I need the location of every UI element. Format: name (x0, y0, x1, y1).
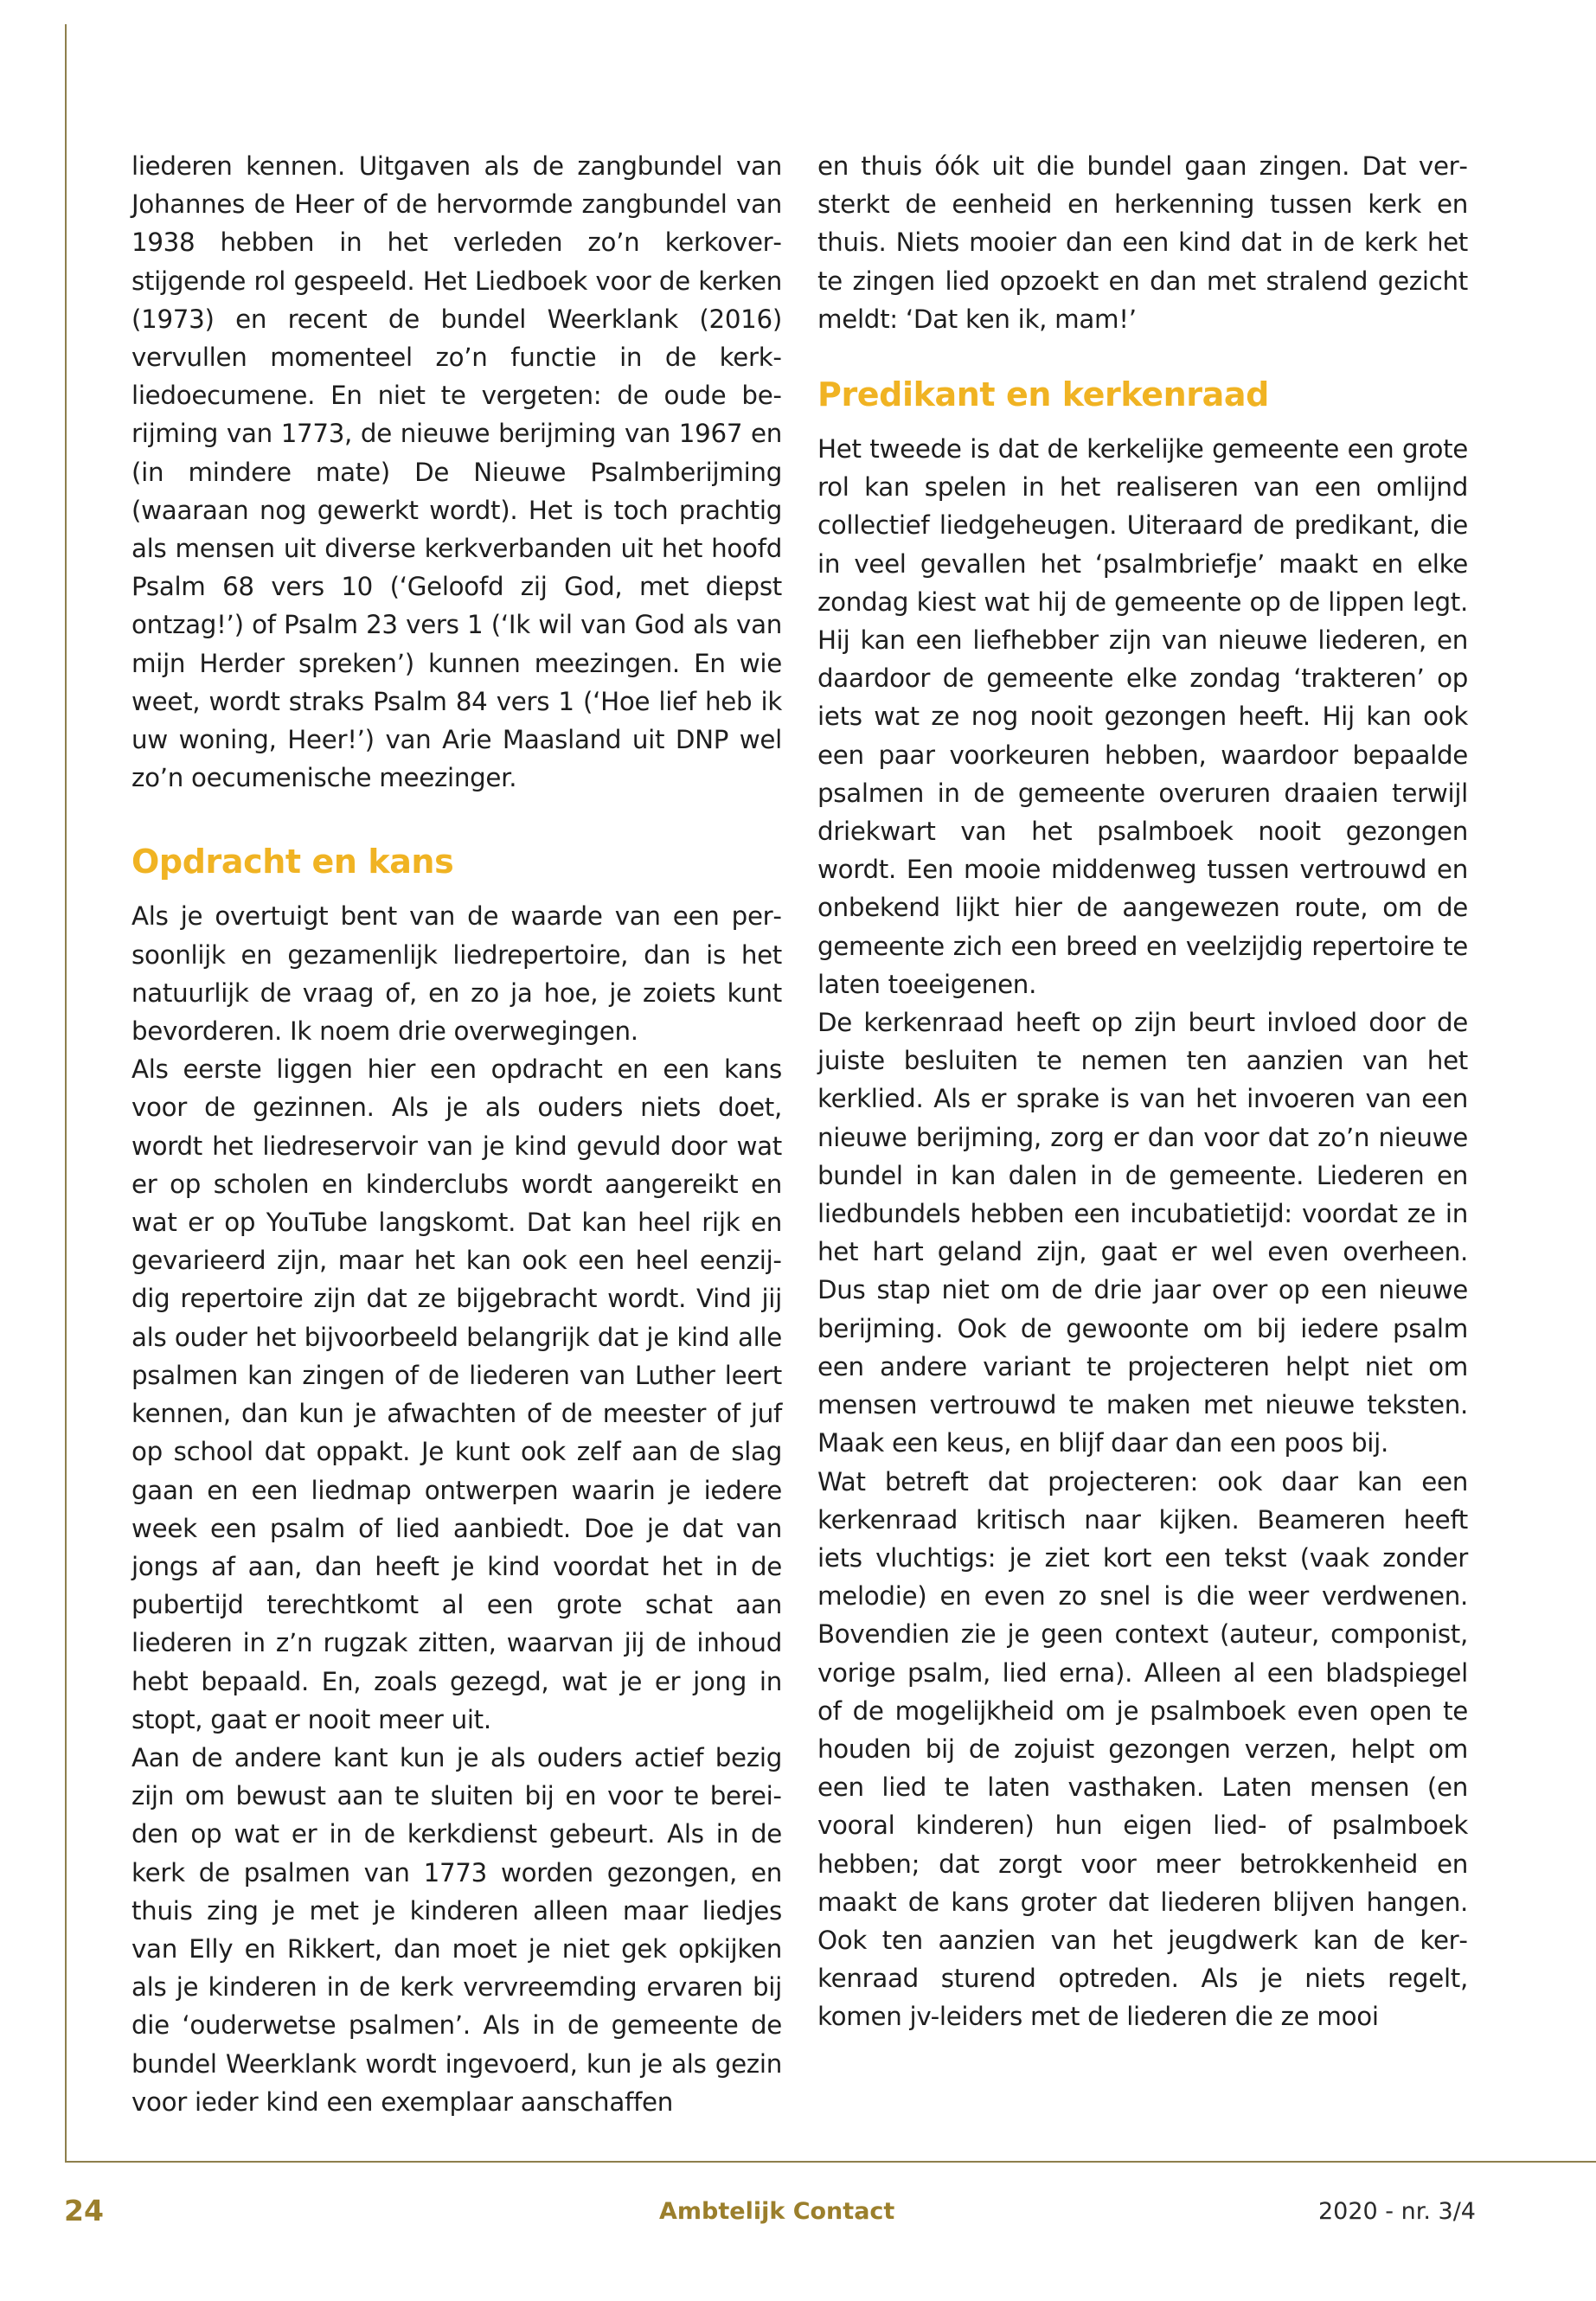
magazine-title: Ambtelijk Contact (659, 2198, 895, 2225)
left-column (131, 147, 782, 2121)
left-paragraph-4: Aan de andere kant kun je als ouders actief bezig zijn om bewust aan te sluiten bij en voor te bereiden op wat er in de kerkdienst gebeurt. Als in de kerk de psalmen van 1773 worden gezongen, en thuis zing je met je kinderen alleen maar liedjes van Elly en Rikkert, dan moet je niet gek opkijken als je kinderen in de kerk vervreemding ervaren bij die ‘ouderwetse psalmen’. Als in de gemeente de bundel Weerklank wordt ingevoerd, kun je als gezin voor ieder kind een exemplaar aanschaffen (131, 1742, 782, 2117)
left-paragraph-3: Als eerste liggen hier een opdracht en een kans voor de gezinnen. Als je als ouders niets doet, wordt het liedreservoir van je kind gevuld door wat er op scholen en kinderclubs wordt aangereikt en wat er op YouTube langskomt. Dat kan heel rijk en gevarieerd zijn, maar het kan ook een heel eenzijdig repertoire zijn dat ze bijgebracht wordt. Vind jij als ouder het bijvoorbeeld belangrijk dat je kind alle psalmen kan zingen of de liederen van Luther leert kennen, dan kun je afwachten of de meester of juf op school dat oppakt. Je kunt ook zelf aan de slag gaan en een liedmap ontwerpen waarin je iedere week een psalm of lied aanbiedt. Doe je dat van jongs af aan, dan heeft je kind voordat het in de pubertijd terechtkomt al een grote schat aan liederen in z’n rugzak zitten, waarvan jij de inhoud hebt bepaald. En, zoals gezegd, wat je er jong in stopt, gaat er nooit meer uit. (131, 1054, 782, 1734)
page-number: 24 (64, 2194, 104, 2227)
left-paragraph-1: liederen kennen. Uitgaven als de zangbundel van Johannes de Heer of de hervormde zangbundel van 1938 hebben in het verleden zo’n kerkoverstijgende rol gespeeld. Het Liedboek voor de kerken (1973) en recent de bundel Weerklank (2016) vervullen momenteel zo’n functie in de kerkliedoecumene. En niet te vergeten: de oude berijming van 1773, de nieuwe berijming van 1967 en (in mindere mate) De Nieuwe Psalmberijming (waaraan nog gewerkt wordt). Het is toch prachtig als mensen uit diverse kerkverbanden uit het hoofd Psalm 68 vers 10 (‘Geloofd zij God, met diepst ontzag!’) of Psalm 23 vers 1 (‘Ik wil van God als van mijn Herder spreken’) kunnen meezingen. En wie weet, wordt straks Psalm 84 vers 1 (‘Hoe lief heb ik uw woning, Heer!’) van Arie Maasland uit DNP wel zo’n oecumenische meezinger. (131, 151, 782, 793)
right-paragraph-4: Wat betreft dat projecteren: ook daar kan een kerkenraad kritisch naar kijken. Beameren heeft iets vluchtigs: je ziet kort een tekst (vaak zonder melodie) en even zo snel is die weer verdwenen. Bovendien zie je geen context (auteur, componist, vorige psalm, lied erna). Alleen al een bladspiegel of de mogelijkheid om je psalmboek even open te houden bij de zojuist gezongen verzen, helpt om een lied te laten vasthaken. Laten mensen (en vooral kinderen) hun eigen lied- of psalmboek hebben; dat zorgt voor meer betrokkenheid en maakt de kans groter dat liederen blijven hangen. Ook ten aanzien van het jeugdwerk kan de kerkenraad sturend optreden. Als je niets regelt, komen jv-leiders met de liederen die ze mooi (817, 1466, 1468, 2032)
heading-predikant-en-kerkenraad: Predikant en kerkenraad (817, 375, 1269, 414)
right-paragraph-3: De kerkenraad heeft op zijn beurt invloed door de juiste besluiten te nemen ten aanzien van het kerklied. Als er sprake is van het invoeren van een nieuwe berijming, zorg er dan voor dat zo’n nieuwe bundel in kan dalen in de gemeente. Liederen en liedbundels hebben een incubatietijd: voordat ze in het hart geland zijn, gaat er wel even overheen. Dus stap niet om de drie jaar over op een nieuwe berijming. Ook de gewoonte om bij iedere psalm een andere variant te projecteren helpt niet om mensen vertrouwd te maken met nieuwe teksten. Maak een keus, en blijf daar dan een poos bij. (817, 1008, 1468, 1458)
left-paragraph-2: Als je overtuigt bent van de waarde van een persoonlijk en gezamenlijk liedrepertoire, dan is het natuurlijk de vraag of, en zo ja hoe, je zoiets kunt bevorderen. Ik noem drie overwegingen. (131, 901, 782, 1047)
right-paragraph-1: en thuis óók uit die bundel gaan zingen. Dat versterkt de eenheid en herkenning tussen kerk en thuis. Niets mooier dan een kind dat in de kerk het te zingen lied opzoekt en dan met stralend gezicht meldt: ‘Dat ken ik, mam!’ (817, 151, 1468, 334)
heading-opdracht-en-kans: Opdracht en kans (131, 843, 454, 881)
left-margin-rule (65, 24, 67, 2163)
issue-label: 2020 - nr. 3/4 (1318, 2198, 1476, 2225)
footer-rule (65, 2161, 1596, 2163)
right-paragraph-2: Het tweede is dat de kerkelijke gemeente een grote rol kan spelen in het realiseren van een omlijnd collectief liedgeheugen. Uiteraard de predikant, die in veel gevallen het ‘psalmbriefje’ maakt en elke zondag kiest wat hij de gemeente op de lippen legt. Hij kan een liefhebber zijn van nieuwe liederen, en daardoor de gemeente elke zondag ‘trakteren’ op iets wat ze nog nooit gezongen heeft. Hij kan ook een paar voorkeuren hebben, waardoor bepaalde psalmen in de gemeente overuren draaien terwijl driekwart van het psalmboek nooit gezongen wordt. Een mooie middenweg tussen vertrouwd en onbekend lijkt hier de aangewezen route, om de gemeente zich een breed en veelzijdig repertoire te laten toeeigenen. (817, 434, 1468, 999)
right-column (817, 147, 1468, 2036)
